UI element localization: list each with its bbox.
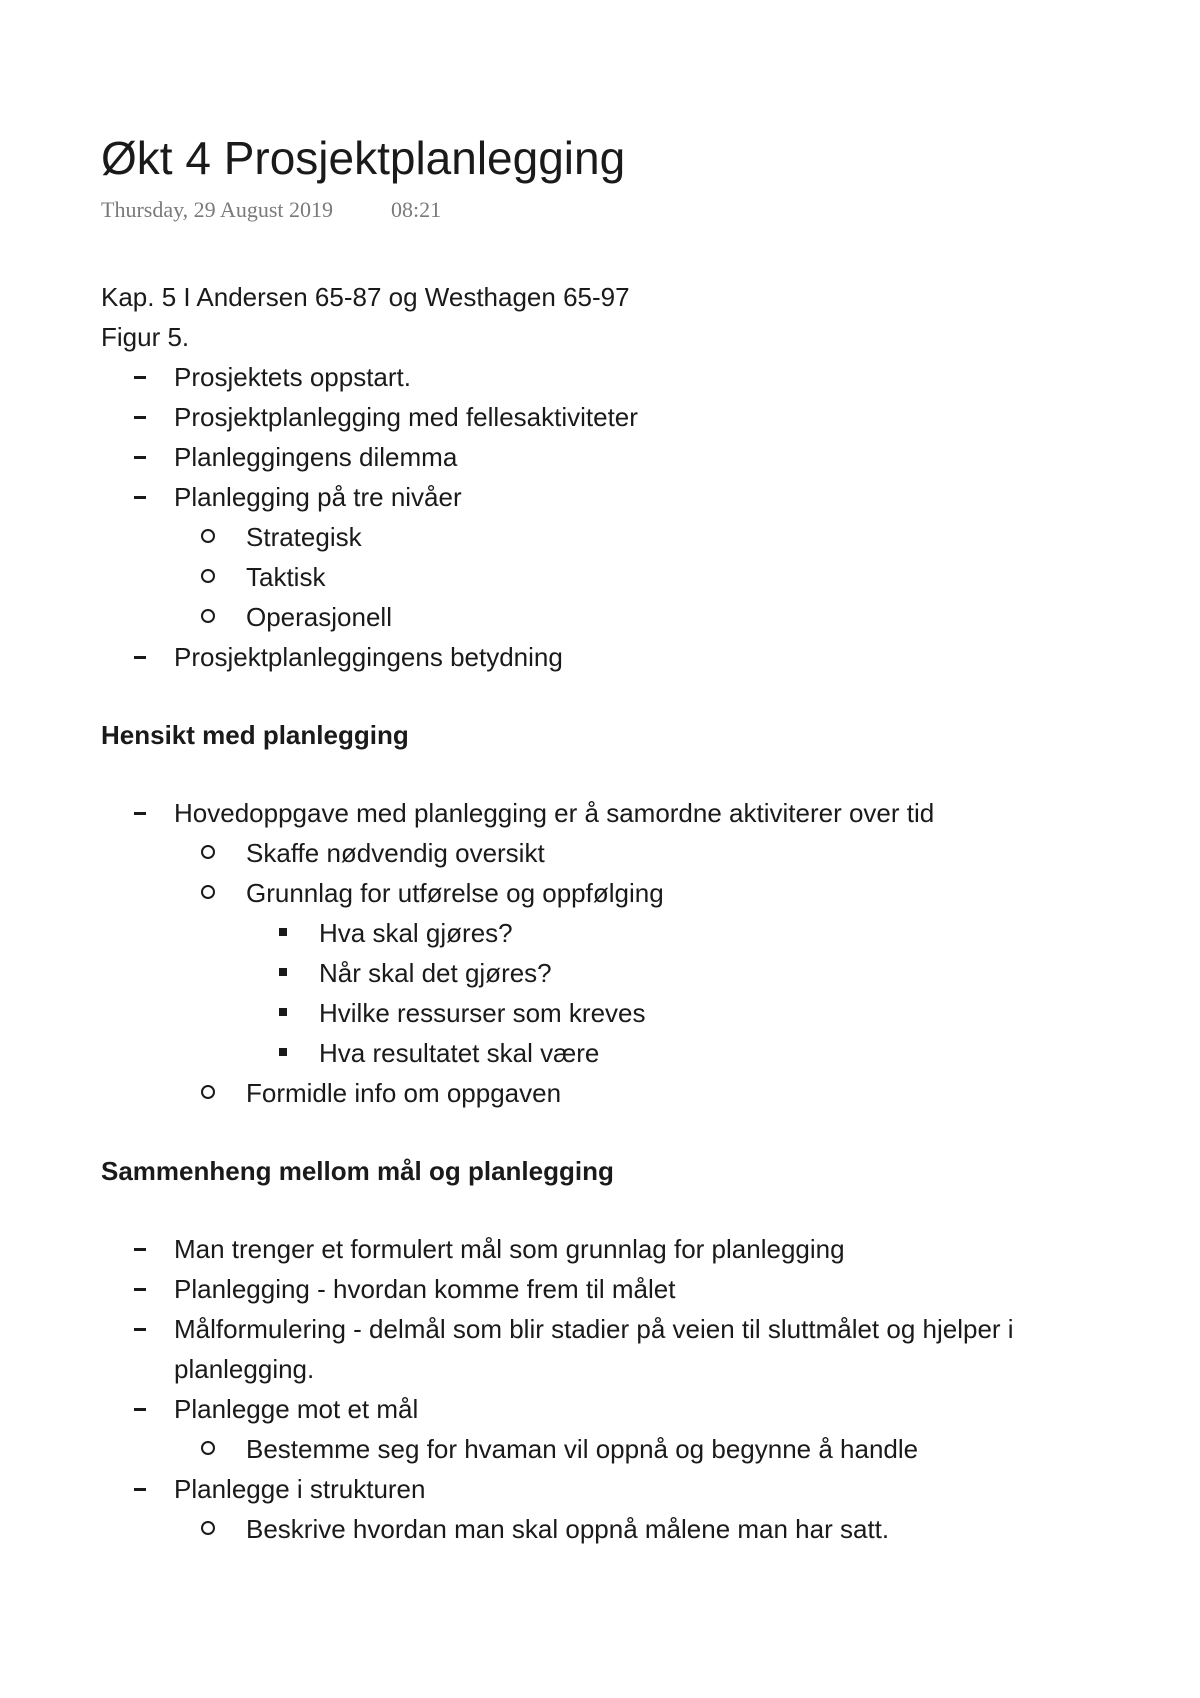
dash-bullet-icon — [134, 1389, 146, 1429]
purpose-list — [101, 793, 1161, 1113]
sub-list-item: Strategisk — [101, 517, 1161, 557]
list-item: Målformulering - delmål som blir stadier på veien til sluttmålet og hjelper i planlegging. — [101, 1309, 1161, 1389]
list-item: Hovedoppgave med planlegging er å samordne aktiviterer over tid — [101, 793, 1161, 833]
goals-list — [101, 1229, 1161, 1549]
note-page — [101, 130, 1161, 1549]
list-item: Prosjektplanleggingens betydning — [101, 637, 1161, 677]
list-item: Prosjektets oppstart. — [101, 357, 1161, 397]
dash-bullet-icon — [134, 1469, 146, 1509]
sub-list-item: Skaffe nødvendig oversikt — [101, 833, 1161, 873]
sub-sub-list-item: Hva skal gjøres? — [101, 913, 1161, 953]
list-item: Man trenger et formulert mål som grunnlag for planlegging — [101, 1229, 1161, 1269]
circle-bullet-icon — [201, 1429, 215, 1469]
dash-bullet-icon — [134, 437, 146, 477]
square-bullet-icon — [279, 953, 287, 993]
list-item: Planlegge mot et mål — [101, 1389, 1161, 1429]
sub-sub-list-item: Når skal det gjøres? — [101, 953, 1161, 993]
note-metadata — [101, 190, 1161, 230]
dash-bullet-icon — [134, 357, 146, 397]
section-heading-purpose: Hensikt med planlegging — [101, 720, 409, 750]
sub-list-item: Bestemme seg for hvaman vil oppnå og begynne å handle — [101, 1429, 1161, 1469]
list-item: Planlegging - hvordan komme frem til målet — [101, 1269, 1161, 1309]
sub-sub-list-item: Hva resultatet skal være — [101, 1033, 1161, 1073]
square-bullet-icon — [279, 993, 287, 1033]
square-bullet-icon — [279, 913, 287, 953]
list-item: Planleggingens dilemma — [101, 437, 1161, 477]
circle-bullet-icon — [201, 597, 215, 637]
list-item: Planlegging på tre nivåer — [101, 477, 1161, 517]
sub-list-item: Grunnlag for utførelse og oppfølging — [101, 873, 1161, 913]
circle-bullet-icon — [201, 833, 215, 873]
circle-bullet-icon — [201, 1509, 215, 1549]
dash-bullet-icon — [134, 397, 146, 437]
note-date: Thursday, 29 August 2019 — [101, 197, 334, 222]
topics-list — [101, 357, 1161, 677]
dash-bullet-icon — [134, 637, 146, 677]
square-bullet-icon — [279, 1033, 287, 1073]
list-item: Planlegge i strukturen — [101, 1469, 1161, 1509]
note-time: 08:21 — [391, 197, 442, 222]
intro-line-1: Kap. 5 I Andersen 65-87 og Westhagen 65-97 — [101, 282, 630, 312]
dash-bullet-icon — [134, 1309, 146, 1349]
circle-bullet-icon — [201, 557, 215, 597]
sub-list-item: Operasjonell — [101, 597, 1161, 637]
circle-bullet-icon — [201, 1073, 215, 1113]
dash-bullet-icon — [134, 1229, 146, 1269]
circle-bullet-icon — [201, 517, 215, 557]
dash-bullet-icon — [134, 793, 146, 833]
dash-bullet-icon — [134, 1269, 146, 1309]
sub-list-item: Taktisk — [101, 557, 1161, 597]
section-heading-goals: Sammenheng mellom mål og planlegging — [101, 1156, 614, 1186]
circle-bullet-icon — [201, 873, 215, 913]
intro-line-2: Figur 5. — [101, 322, 190, 352]
sub-list-item: Formidle info om oppgaven — [101, 1073, 1161, 1113]
sub-list-item: Beskrive hvordan man skal oppnå målene man har satt. — [101, 1509, 1161, 1549]
note-body — [101, 277, 1161, 1549]
sub-sub-list-item: Hvilke ressurser som kreves — [101, 993, 1161, 1033]
dash-bullet-icon — [134, 477, 146, 517]
page-title: Økt 4 Prosjektplanlegging — [101, 132, 626, 184]
list-item: Prosjektplanlegging med fellesaktiviteter — [101, 397, 1161, 437]
